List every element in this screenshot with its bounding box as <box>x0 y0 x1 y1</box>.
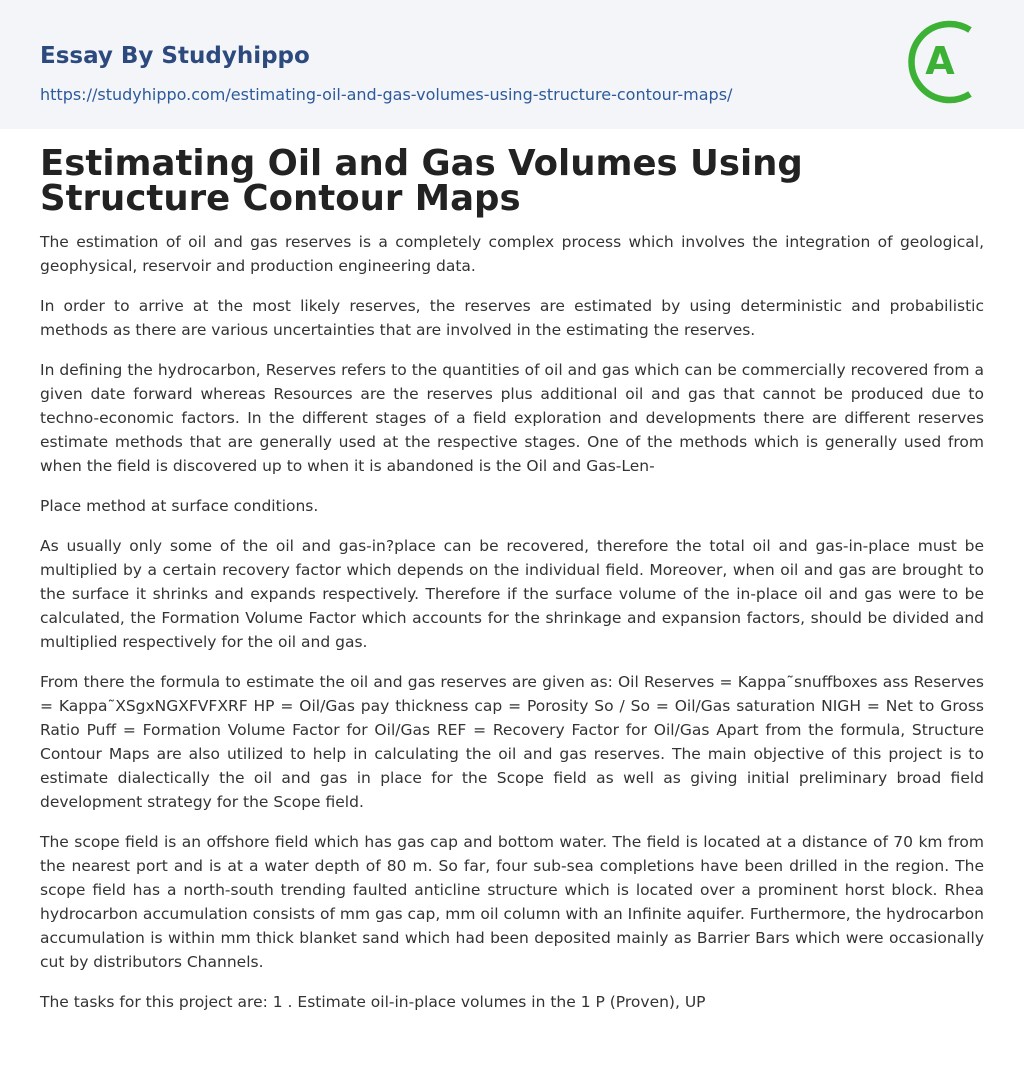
article-paragraph: As usually only some of the oil and gas-in?place can be recovered, therefore the total oil and gas-in-place must be multiplied by a certain recovery factor which depends on the individual field. Moreover, when oil and gas are brought to the surface it shrinks and expands respectively. Therefore if the surface volume of the in-place oil and gas were to be calculated, the Formation Volume Factor which accounts for the shrinkage and expansion factors, should be divided and multiplied respectively for the oil and gas. <box>40 537 984 651</box>
article-title: Estimating Oil and Gas Volumes Using Structure Contour Maps <box>40 143 803 219</box>
brand-title[interactable]: Essay By Studyhippo <box>40 43 310 69</box>
article-paragraph: The tasks for this project are: 1 . Estimate oil-in-place volumes in the 1 P (Proven), UP <box>40 993 706 1011</box>
article-paragraph: The scope field is an offshore field which has gas cap and bottom water. The field is located at a distance of 70 km from the nearest port and is at a water depth of 80 m. So far, four sub-sea completions have been drilled in the region. The scope field has a north-south trending faulted anticline structure which is located over a prominent horst block. Rhea hydrocarbon accumulation consists of mm gas cap, mm oil column with an Infinite aquifer. Furthermore, the hydrocarbon accumulation is within mm thick blanket sand which had been deposited mainly as Barrier Bars which were occasionally cut by distributors Channels. <box>40 833 984 971</box>
article-paragraph: Place method at surface conditions. <box>40 497 319 515</box>
page-header <box>0 0 1024 129</box>
article-paragraph: In defining the hydrocarbon, Reserves refers to the quantities of oil and gas which can be commercially recovered from a given date forward whereas Resources are the reserves plus additional oil and gas that cannot be produced due to techno-economic factors. In the different stages of a field exploration and developments there are different reserves estimate methods that are generally used at the respective stages. One of the methods which is generally used from when the field is discovered up to when it is abandoned is the Oil and Gas-Len- <box>40 361 984 475</box>
article-paragraph: From there the formula to estimate the oil and gas reserves are given as: Oil Reserves = Kappa˜snuffboxes ass Reserves = Kappa˜XSgxNGXFVFXRF HP = Oil/Gas pay thickness cap = Porosity So / So = Oil/Gas saturation NIGH = Net to Gross Ratio Puff = Formation Volume Factor for Oil/Gas REF = Recovery Factor for Oil/Gas Apart from the formula, Structure Contour Maps are also utilized to help in calculating the oil and gas reserves. The main objective of this project is to estimate dialectically the oil and gas in place for the Scope field as well as giving initial preliminary broad field development strategy for the Scope field. <box>40 673 984 811</box>
studyhippo-logo-icon[interactable] <box>908 18 988 106</box>
logo-letter: A <box>925 39 955 83</box>
article-paragraph: In order to arrive at the most likely reserves, the reserves are estimated by using deterministic and probabilistic methods as there are various uncertainties that are involved in the estimating the reserves. <box>40 297 984 339</box>
source-url-link[interactable]: https://studyhippo.com/estimating-oil-and-gas-volumes-using-structure-contour-maps/ <box>40 85 733 104</box>
article-body <box>0 129 1024 1014</box>
article-paragraph: The estimation of oil and gas reserves is a completely complex process which involves the integration of geological, geophysical, reservoir and production engineering data. <box>40 233 984 275</box>
